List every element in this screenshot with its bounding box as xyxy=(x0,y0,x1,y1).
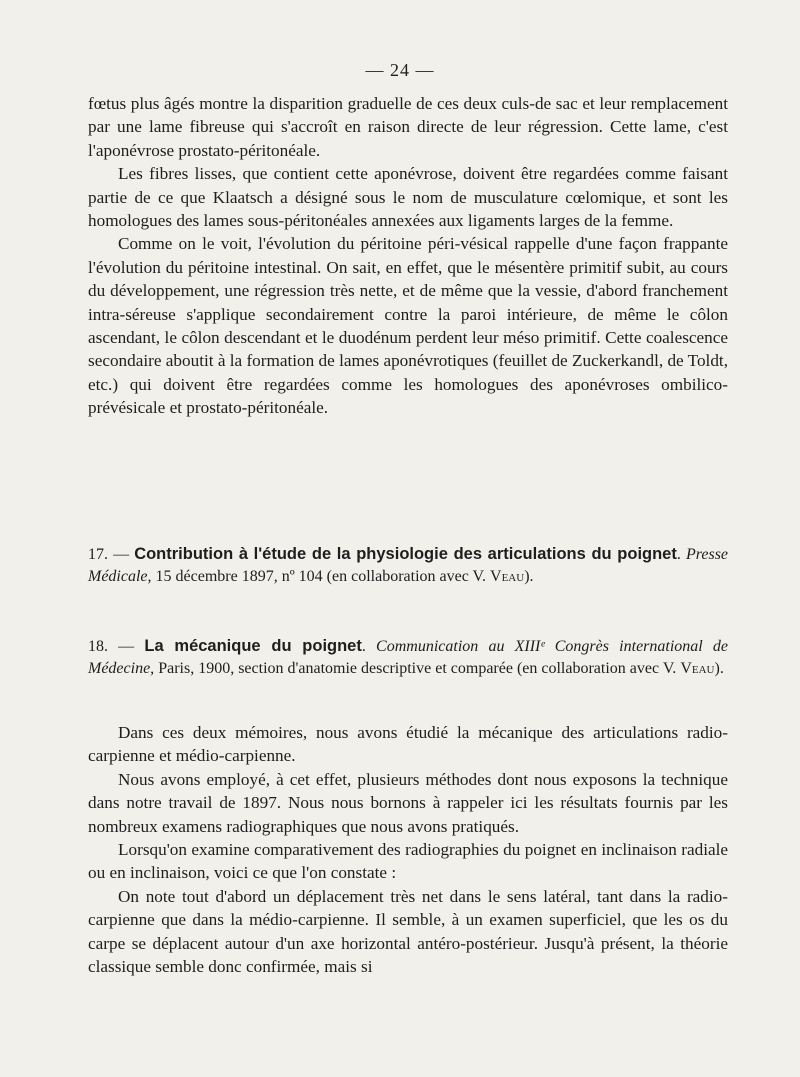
paragraph: On note tout d'abord un déplacement très net dans le sens latéral, tant dans la radio-carpienne que dans la médio-carpienne. Il semble, à un examen superficiel, que les os du carpe se déplacent autour d'un axe horizontal antéro-postérieur. Jusqu'à présent, la théorie classique semble donc confirmée, mais si xyxy=(88,886,728,977)
entry-venue: Presse Médicale, xyxy=(88,546,729,585)
entry-title: La mécanique du poignet xyxy=(144,637,362,655)
paragraph: Les fibres lisses, que contient cette aponévrose, doivent être regardées comme faisant partie de ce que Klaatsch a désigné sous le nom de musculature cœlomique, et sont les homologues des lames sous-péritonéales annexées aux ligaments larges de la femme. xyxy=(88,164,728,231)
publication-entry-17 xyxy=(88,544,728,587)
entry-details: 15 décembre 1897, nº 104 (en collaboration avec V. xyxy=(151,567,491,585)
paragraph: Dans ces deux mémoires, nous avons étudié la mécanique des articulations radio-carpienne et médio-carpienne. xyxy=(88,723,728,766)
publication-entry: 17. — Contribution à l'étude de la physiologie des articulations du poignet. Presse Médicale, 15 décembre 1897, nº 104 (en collaboration avec V. Veau). xyxy=(88,545,729,585)
entry-venue: Communication au XIIIᵉ Congrès international de Médecine, xyxy=(88,638,729,677)
paragraph: fœtus plus âgés montre la disparition graduelle de ces deux culs-de sac et leur remplacement par une lame fibreuse qui s'accroît en raison directe de leur régression. Cette lame, c'est l'aponévrose prostato-péritonéale. xyxy=(88,94,728,160)
entry-title: Contribution à l'étude de la physiologie des articulations du poignet xyxy=(134,545,677,563)
publication-entry: 18. — La mécanique du poignet. Communication au XIIIᵉ Congrès international de Médecine, Paris, 1900, section d'anatomie descriptive et comparée (en collaboration avec V. Veau). xyxy=(88,637,729,677)
entry-coauthor: Veau xyxy=(680,659,715,677)
page-number: — 24 — xyxy=(365,60,435,80)
entry-number: 18. xyxy=(88,638,108,655)
publication-entry-18 xyxy=(88,636,728,679)
paragraph: Nous avons employé, à cet effet, plusieurs méthodes dont nous exposons la technique dans notre travail de 1897. Nous nous bornons à rappeler ici les résultats fournis par les nombreux examens radiographiques que nous avons pratiqués. xyxy=(88,769,728,836)
entry-number: 17. xyxy=(88,546,108,563)
entry-coauthor: Veau xyxy=(490,567,525,585)
intro-section xyxy=(88,92,728,420)
body-section xyxy=(88,721,728,978)
paragraph: Comme on le voit, l'évolution du péritoine péri-vésical rappelle d'une façon frappante l'évolution du péritoine intestinal. On sait, en effet, que le mésentère primitif subit, au cours du développement, une régression très nette, et de même que la vessie, d'abord franchement intra-séreuse s'applique secondairement contre la paroi intérieure, de même le côlon ascendant, le côlon descendant et le duodénum perdent leur méso primitif. Cette coalescence secondaire aboutit à la formation de lames aponévrotiques (feuillet de Zuckerkandl, de Toldt, etc.) qui doivent être regardées comme les homologues des aponévroses ombilico-prévésicale et prostato-péritonéale. xyxy=(88,234,728,418)
paragraph: Lorsqu'on examine comparativement des radiographies du poignet en inclinaison radiale ou en inclinaison, voici ce que l'on constate : xyxy=(88,840,728,883)
entry-details: Paris, 1900, section d'anatomie descriptive et comparée (en collaboration avec V. xyxy=(154,659,681,677)
